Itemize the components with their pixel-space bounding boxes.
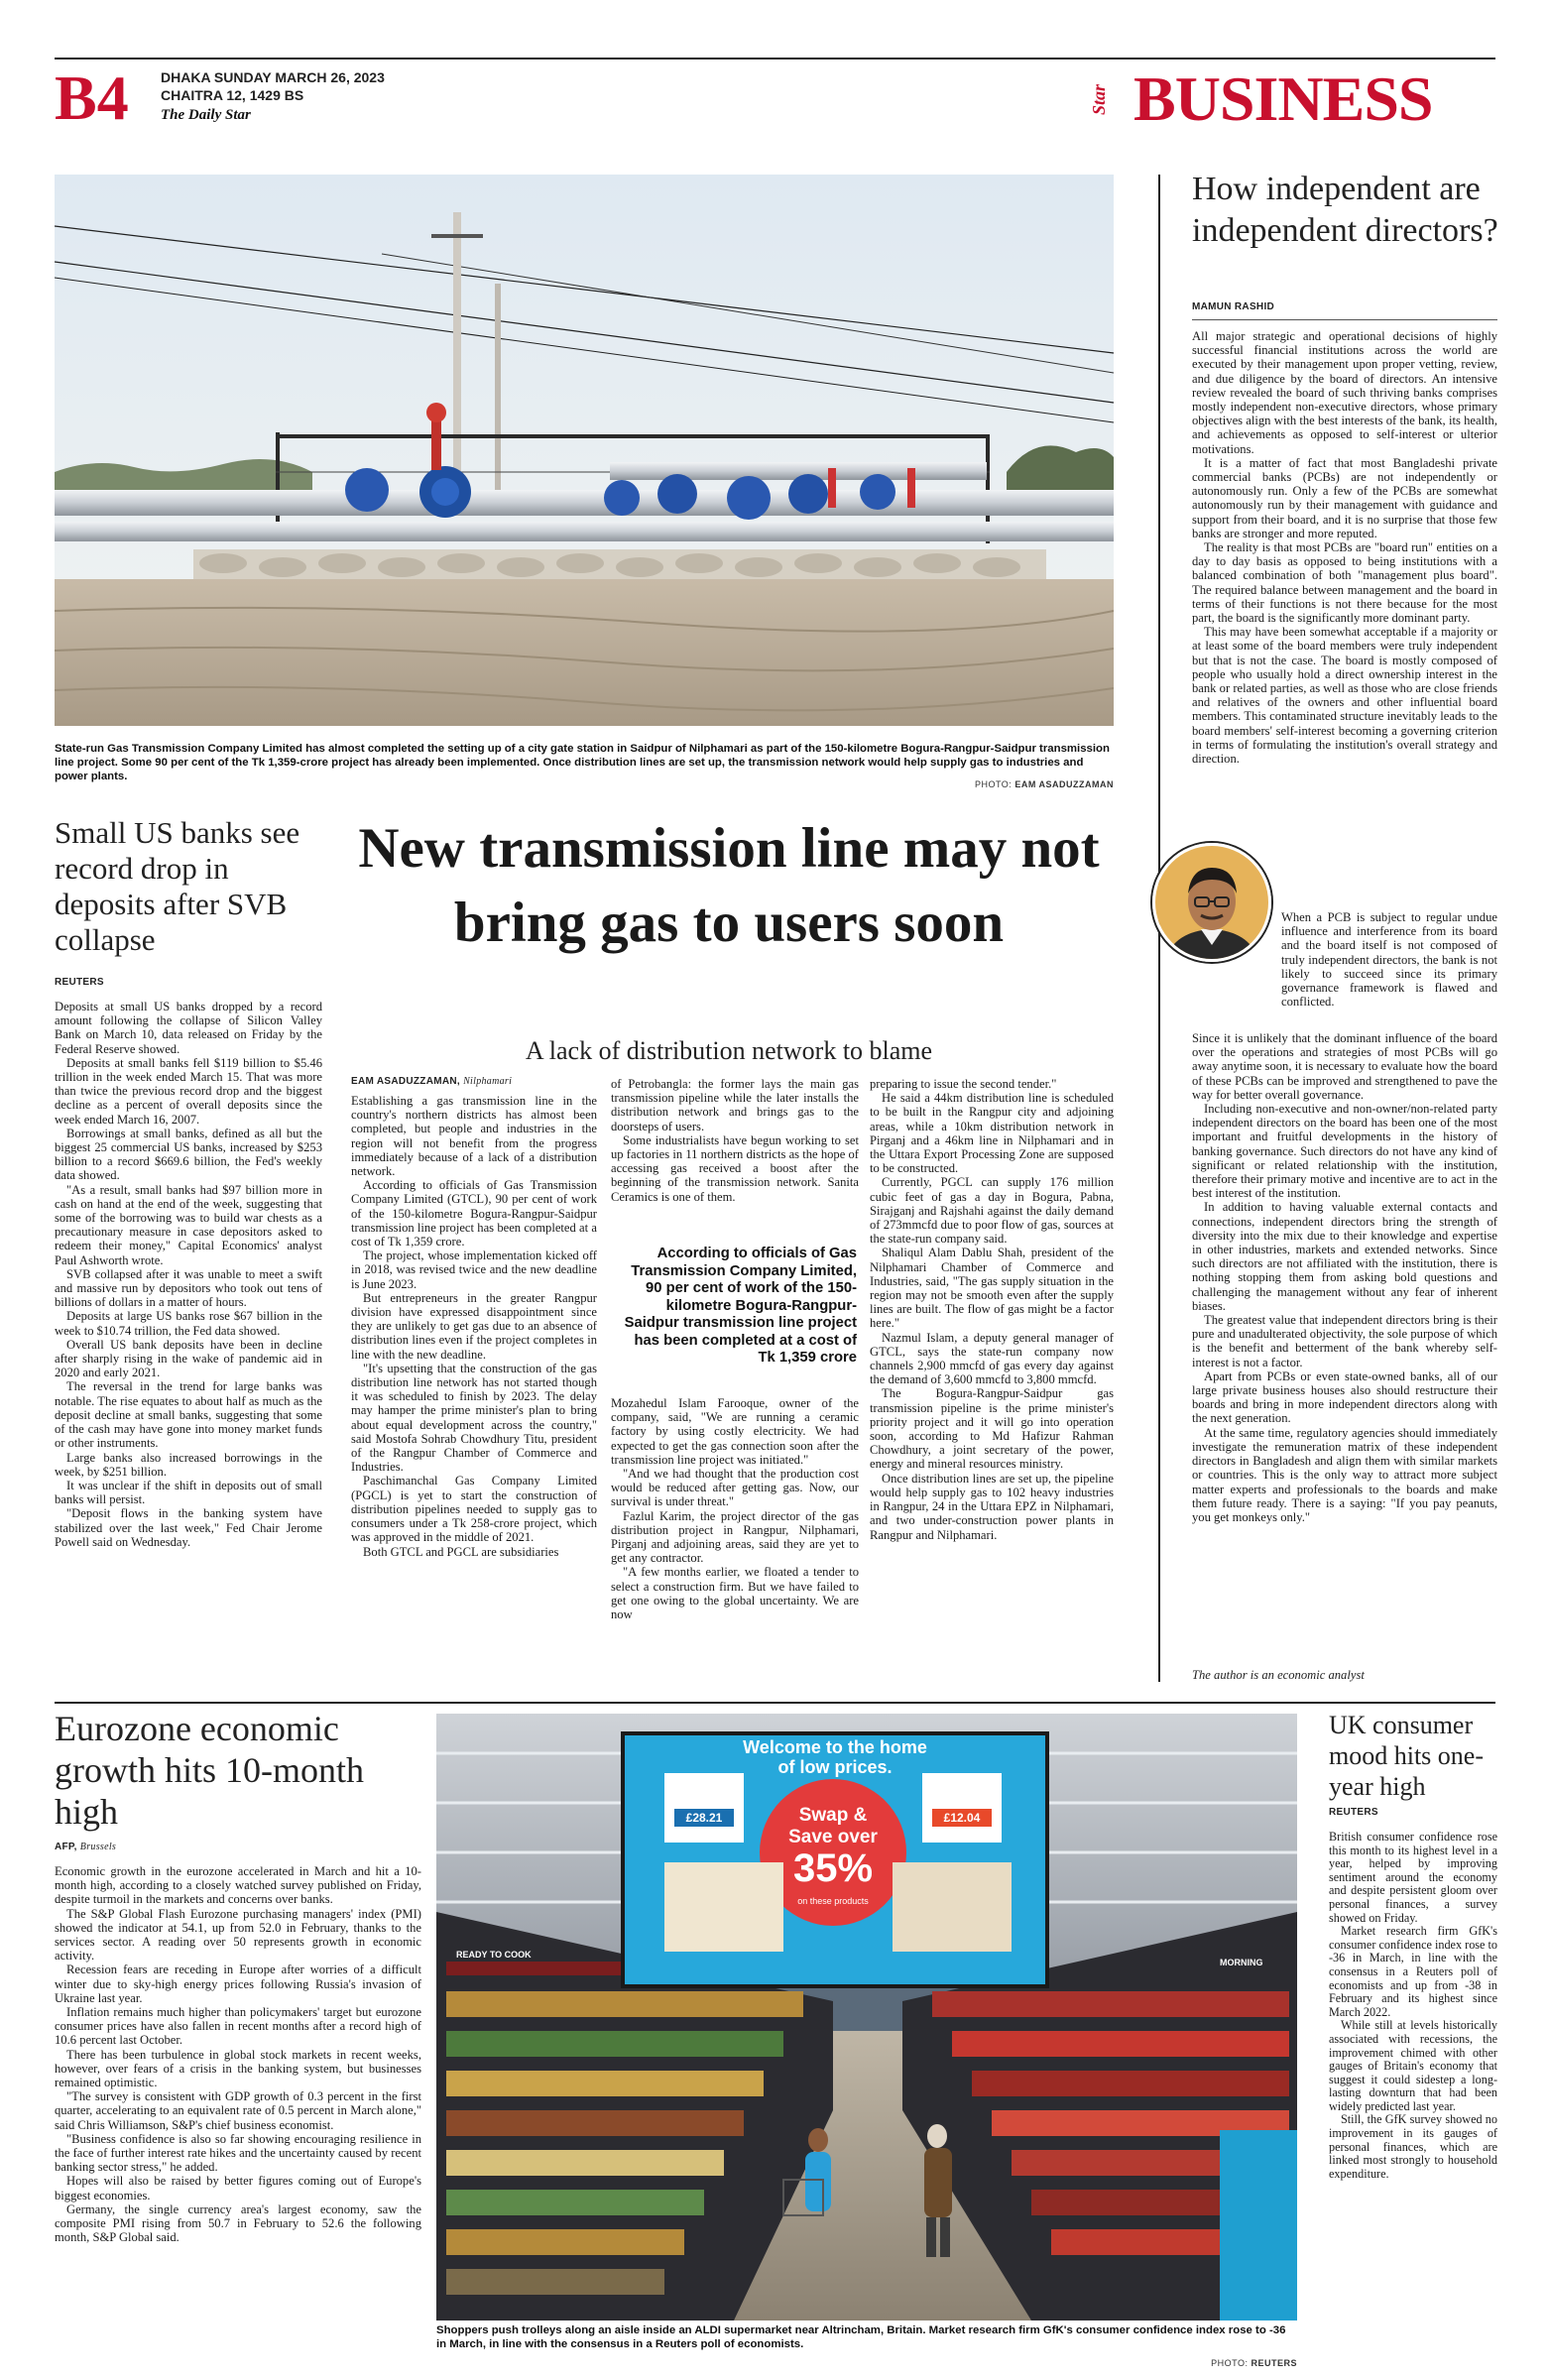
paragraph: Since it is unlikely that the dominant influence of the board over the operations and strategies of most PCBs will go away anytime soon, it is necessary to evaluate how the board of these PCBs can be improved and strengthened to pave the way for better overall governance. [1192, 1031, 1497, 1102]
promo-line-1: Swap & [798, 1805, 868, 1826]
paragraph: Hopes will also be raised by better figures coming out of Europe's biggest economies. [55, 2174, 421, 2202]
paragraph: of Petrobangla: the former lays the main gas transmission pipeline while the later installs the distribution network and brings gas to the doorsteps of users. [611, 1077, 859, 1133]
promo-line-2: Save over [788, 1827, 878, 1847]
paragraph: He said a 44km distribution line is scheduled to be built in the Rangpur city and adjoining areas, while a 10km distribution network in Pirganj and a 46km line in Nilphamari and in the Uttara Export Processing Zone are supposed to be constructed. [870, 1091, 1114, 1176]
paragraph: The reversal in the trend for large banks was notable. The rise equates to about half as much as the deposit decline at small banks, suggesting that some of the cash may have gone into money market funds or other instruments. [55, 1379, 322, 1451]
opinion-tagline: The author is an economic analyst [1192, 1668, 1365, 1682]
paragraph: Some industrialists have begun working to set up factories in 11 northern districts as the hope of accessing gas received a boost after the beginning of the transmission network. Sanita Ceramics is one of them. [611, 1132, 859, 1204]
paragraph: Once distribution lines are set up, the pipeline would help supply gas to 102 heavy industries in Rangpur, 24 in the Uttara EPZ in Nilphamari, and two under-construction power plants in Rangpur and Nilphamari. [870, 1471, 1114, 1542]
paragraph: Mozahedul Islam Farooque, owner of the company, said, "We are running a ceramic factory by using costly electricity. We had expected to get the gas connection soon after the transmission line project was initiated." [611, 1396, 859, 1467]
uk-consumer-body [1329, 1831, 1497, 2374]
main-col-2-top [611, 1077, 859, 1246]
paper-name: The Daily Star [161, 107, 251, 123]
paragraph: Deposits at large US banks rose $67 billion in the week to $10.74 trillion, the Fed data showed. [55, 1309, 322, 1338]
paragraph: "As a result, small banks had $97 billion more in cash on hand at the end of the week, suggesting that some of the borrowing was to build war chests as a precautionary measure in case depositors asked to redeem their money," Capital Economics' analyst Paul Ashworth wrote. [55, 1182, 322, 1267]
paragraph: Still, the GfK survey showed no improvement in its gauges of personal finances, which are linked most strongly to household expenditure. [1329, 2112, 1497, 2181]
gas-station-illustration [55, 175, 1114, 726]
banner-line-2: of low prices. [777, 1757, 893, 1777]
paragraph: British consumer confidence rose this month to its highest level in a year, helped by improving sentiment around the economy and despite persistent gloom over personal finances, a survey showed on Friday. [1329, 1831, 1497, 1925]
paragraph: There has been turbulence in global stock markets in recent weeks, however, over fears of a crisis in the banking system, but businesses remained optimistic. [55, 2047, 421, 2090]
paragraph: Apart from PCBs or even state-owned banks, all of our large private business houses also should restructure their boards and bring in more independent directors along with the next generation. [1192, 1368, 1497, 1426]
price-tag-right: £12.04 [932, 1809, 992, 1827]
us-banks-byline: REUTERS [55, 977, 104, 988]
paragraph: Deposits at small US banks dropped by a record amount following the collapse of Silicon Valley Bank on March 10, data released on Friday by the Federal Reserve showed. [55, 1000, 322, 1056]
paragraph: Both GTCL and PGCL are subsidiaries [363, 1544, 559, 1559]
paragraph: When a PCB is subject to regular undue influence and interference from its board and the board itself is not composed of truly independent directors, the bank is not likely to succeed since its primary governance framework is flawed and conflicted. [1281, 910, 1497, 1010]
page-number: B4 [55, 65, 129, 133]
main-byline [351, 1076, 599, 1090]
main-col-1 [351, 1094, 597, 1689]
paragraph: Germany, the single currency area's largest economy, saw the composite PMI rising from 50.7 in February to 52.6 the following month, S&P Global said. [55, 2202, 421, 2245]
paragraph: Nazmul Islam, a deputy general manager of GTCL, says the state-run company now channels 2,900 mmcfd of gas every day against the demand of 3,600 mmcfd to 3,800 mmcfd. [870, 1330, 1114, 1387]
paragraph: Borrowings at small banks, defined as all but the biggest 25 commercial US banks, increased by $253 billion to a record $669.6 billion, the Fed's weekly data showed. [55, 1126, 322, 1183]
paragraph: Establishing a gas transmission line in the country's northern districts has almost been completed, but people and industries in the region will not benefit from the progress immediately because of a lack of a distribution network. [351, 1094, 597, 1179]
section-rule [55, 1702, 1495, 1704]
opinion-body-2 [1281, 910, 1497, 1029]
paragraph: Economic growth in the eurozone accelerated in March and hit a 10-month high, according to a closely watched survey published on Friday, despite turmoil in the markets and concerns over banks. [55, 1864, 421, 1907]
byline-name: AFP, [55, 1842, 77, 1852]
byline-location: Brussels [79, 1842, 117, 1852]
credit-name: REUTERS [1251, 2358, 1297, 2368]
promo-small: on these products [797, 1896, 869, 1906]
credit-label: PHOTO: [1211, 2358, 1249, 2368]
paragraph: All major strategic and operational decisions of highly successful financial institutions across the world are executed by their management upon proper vetting, review, and due diligence by the board of directors. An intensive review revealed the board of such thriving banks comprises mostly independent non-executive directors, whose primary objectives align with the best interests of the bank, its health, and achievements as opposed to self-interest or ulterior motivations. [1192, 329, 1497, 456]
paragraph: Recession fears are receding in Europe after worries of a difficult winter due to sky-high energy prices following Russia's invasion of Ukraine last year. [55, 1963, 421, 2005]
us-banks-headline: Small US banks see record drop in deposits after SVB collapse [55, 815, 300, 957]
photo-bottom-credit [1091, 2358, 1297, 2372]
paragraph: Paschimanchal Gas Company Limited (PGCL) is yet to start the construction of distribution pipelines needed to supply gas to consumers under a Tk 258-crore project, which was approved in the middle of 2021. [351, 1474, 597, 1545]
banner-line-1: Welcome to the home [743, 1737, 927, 1757]
paragraph: Currently, PGCL can supply 176 million cubic feet of gas a day in Bogura, Pabna, Sirajganj and Rajshahi against the daily demand of 273mmcfd due to poor flow of gas, sources at the state-run company said. [870, 1175, 1114, 1247]
uk-consumer-byline: REUTERS [1329, 1807, 1378, 1818]
paragraph: Deposits at small banks fell $119 billion to $5.46 trillion in the week ended March 15. That was more than twice the previous record drop and the biggest decline as a percent of overall deposits since the week ended March 16, 2007. [55, 1055, 322, 1127]
author-portrait [1152, 843, 1271, 962]
paragraph: Overall US bank deposits have been in decline after sharply rising in the wake of pandemic aid in 2020 and early 2021. [55, 1337, 322, 1380]
paragraph: "The survey is consistent with GDP growth of 0.3 percent in the first quarter, accelerating to an equivalent rate of 0.5 percent in March alone," said Chris Williamson, S&P's chief business economist. [55, 2089, 421, 2132]
paragraph: At the same time, regulatory agencies should immediately investigate the remuneration matrix of these independent directors in Bangladesh and align them with similar markets or countries. This is the only way to attract more subject matter experts and professionals to the boards and make them future ready. There is a saying: "If you pay peanuts, you get monkeys only." [1192, 1425, 1497, 1524]
credit-label: PHOTO: [974, 779, 1013, 789]
paragraph: SVB collapsed after it was unable to meet a swift and massive run by depositors who took out tens of billions of dollars in a matter of hours. [55, 1266, 322, 1310]
pull-quote: According to officials of Gas Transmission Company Limited, 90 per cent of work of the 150-kilometre Bogura-Rangpur-Saidpur transmission line project has been completed at a cost of Tk 1,359 crore [624, 1246, 857, 1366]
photo-gas-station [55, 175, 1114, 726]
eurozone-body [55, 1864, 421, 2360]
paragraph: Including non-executive and non-owner/non-related party independent directors on the board has been one of the most important and fruitful developments in the history of banking governance. Such directors do not have any kind of significant or related relationship with the institution, therefore their primary motive and incentive are to act in the best interest of the institution. [1192, 1102, 1497, 1201]
star-logo: Star [1089, 83, 1109, 115]
paragraph: This may have been somewhat acceptable if a majority or at least some of the board members were truly independent but that is not the case. The board is mostly composed of people who usually hold a direct ownership interest in the bank or related parties, as well as those who are close friends and relatives of the owners and other influential board members. This contaminated structure inevitably leads to the board members' self-interest becoming a governing criterion in terms of formulating the institution's overall strategy and direction. [1192, 625, 1497, 767]
paragraph: The reality is that most PCBs are "board run" entities on a day to day basis as opposed to being institutions with a balanced combination of both "management plus board". The required balance between management and the board in terms of their functions is not there because for the most part, the board is the significantly more dominant party. [1192, 540, 1497, 626]
main-subhead: A lack of distribution network to blame [525, 1036, 933, 1065]
author-avatar [1155, 846, 1268, 959]
opinion-headline: How independent are independent directors? [1192, 171, 1498, 249]
paragraph: Inflation remains much higher than policymakers' target but eurozone consumer prices have also fallen in recent months after a record high of 10.6 percent last October. [55, 2005, 421, 2048]
byline-location: Nilphamari [463, 1076, 513, 1087]
paragraph: The S&P Global Flash Eurozone purchasing managers' index (PMI) showed the indicator at 54.1, up from 52.0 in February, thanks to the services sector. A reading over 50 represents growth in economic activity. [55, 1906, 421, 1964]
us-banks-body [55, 1000, 322, 1684]
price-tag-left: £28.21 [674, 1809, 734, 1827]
paragraph: "A few months earlier, we floated a tender to select a construction firm. But we have failed to get one owing to the global uncertainty. We are now [611, 1565, 859, 1622]
bangla-date: CHAITRA 12, 1429 BS [161, 87, 304, 103]
paragraph: Market research firm GfK's consumer confidence index rose to -36 in March, in line with the consensus in a Reuters poll of economists and up from -38 in February and its highest since March 2022. [1329, 1924, 1497, 2019]
paragraph: "Business confidence is also so far showing encouraging resilience in the face of further interest rate hikes and the uncertainty caused by recent banking sector stress," he added. [55, 2131, 421, 2175]
paragraph: The greatest value that independent directors bring is their pure and unadulterated objectivity, the sole purpose of which is the benefit and betterment of the bank whereby self-interest is not a factor. [1192, 1313, 1497, 1369]
paragraph: While still at levels historically associated with recessions, the improvement chimed with other gauges of Britain's economy that suggest it could sidestep a long-lasting downturn that had been widely predicted last year. [1329, 2018, 1497, 2113]
paragraph: "And we had thought that the production cost would be reduced after getting gas. Now, our survival is under threat." [611, 1467, 859, 1509]
paragraph: Large banks also increased borrowings in the week, by $251 billion. [55, 1450, 322, 1479]
paragraph: It was unclear if the shift in deposits out of small banks will persist. [55, 1478, 322, 1507]
paragraph: But entrepreneurs in the greater Rangpur division have expressed disappointment since they are unlikely to get gas due to an absence of distribution lines even if the project completes in line with the new deadline. [351, 1290, 597, 1362]
opinion-byline-rule [1192, 319, 1497, 320]
opinion-byline: MAMUN RASHID [1192, 301, 1275, 312]
shelf-sign-left: READY TO COOK [456, 1950, 532, 1960]
opinion-body-3 [1192, 1031, 1497, 1666]
credit-name: EAM ASADUZZAMAN [1014, 779, 1114, 789]
paragraph: In addition to having valuable external contacts and connections, independent directors bring the strength of diversity into the mix due to their knowledge and expertise in other industries, markets and extended networks. Since such directors are not affiliated with the institution, there is nothing stopping them from asking bold questions and challenging the management without any fear of inherent biases. [1192, 1200, 1497, 1313]
paragraph: The Bogura-Rangpur-Saidpur gas transmission pipeline is the prime minister's priority project and it will go into operation soon, according to Md Hafizur Rahman Chowdhury, a joint secretary of the power, energy and mineral resources ministry. [870, 1386, 1114, 1472]
photo-top-credit [893, 779, 1114, 793]
photo-supermarket [436, 1714, 1297, 2320]
paragraph: "Deposit flows in the banking system have stabilized over the last week," Fed Chair Jerome Powell said on Wednesday. [55, 1506, 322, 1549]
photo-top-caption: State-run Gas Transmission Company Limited has almost completed the setting up of a city gate station in Saidpur of Nilphamari as part of the 150-kilometre Bogura-Rangpur-Saidpur transmission line project. Some 90 per cent of the Tk 1,359-crore project has already been implemented. Once distribution lines are set up, the transmission network would help supply gas to industries and power plants. [55, 743, 1110, 783]
eurozone-headline: Eurozone economic growth hits 10-month high [55, 1709, 364, 1832]
shelf-sign-right: MORNING [1220, 1958, 1263, 1967]
paragraph: It is a matter of fact that most Bangladeshi private commercial banks (PCBs) are not independently or autonomously run. Only a few of the PCBs are somewhat autonomously run by their management with guidance and support from their board, and it is no surprise that those few banks are stronger and more reputed. [1192, 455, 1497, 540]
main-headline: New transmission line may not bring gas to users soon [358, 817, 1100, 954]
main-col-2-bottom [611, 1396, 859, 1689]
main-col-3 [870, 1077, 1114, 1689]
paragraph: preparing to issue the second tender." [870, 1077, 1057, 1091]
paragraph: Fazlul Karim, the project director of the gas distribution project in Rangpur, Nilphamari, Pirganj and adjoining areas, said they are yet to get any contractor. [611, 1508, 859, 1566]
paragraph: According to officials of Gas Transmission Company Limited (GTCL), 90 per cent of work of the 150-kilometre Bogura-Rangpur-Saidpur transmission line project has been completed at a cost of Tk 1,359 crore. [351, 1178, 597, 1250]
photo-bottom-caption: Shoppers push trolleys along an aisle inside an ALDI supermarket near Altrincham, Britain. Market research firm GfK's consumer confidence index rose to -36 in March, in line with the consensus in a Reuters poll of economists. [436, 2324, 1286, 2351]
byline-name: EAM ASADUZZAMAN, [351, 1076, 460, 1087]
uk-consumer-headline: UK consumer mood hits one-year high [1329, 1711, 1484, 1801]
section-title: BUSINESS [1133, 63, 1433, 134]
paragraph: "It's upsetting that the construction of the gas distribution line network has not started though it was scheduled to finish by 2023. The delay may hamper the prime minister's plan to bring about equal development across the country," said Mostofa Sohrab Chowdhury Titu, president of the Rangpur Chamber of Commerce and Industries. [351, 1361, 597, 1475]
promo-value: 35% [792, 1846, 874, 1890]
opinion-body-1 [1192, 329, 1497, 841]
paragraph: Shaliqul Alam Dablu Shah, president of the Nilphamari Chamber of Commerce and Industries, said, "The gas supply situation in the region may not be smooth even after the supply lines are built. The flow of gas might be a factor here." [870, 1246, 1114, 1331]
paragraph: The project, whose implementation kicked off in 2018, was revised twice and the new deadline is June 2023. [351, 1249, 597, 1291]
dateline: DHAKA SUNDAY MARCH 26, 2023 [161, 69, 385, 85]
eurozone-byline [55, 1842, 253, 1855]
